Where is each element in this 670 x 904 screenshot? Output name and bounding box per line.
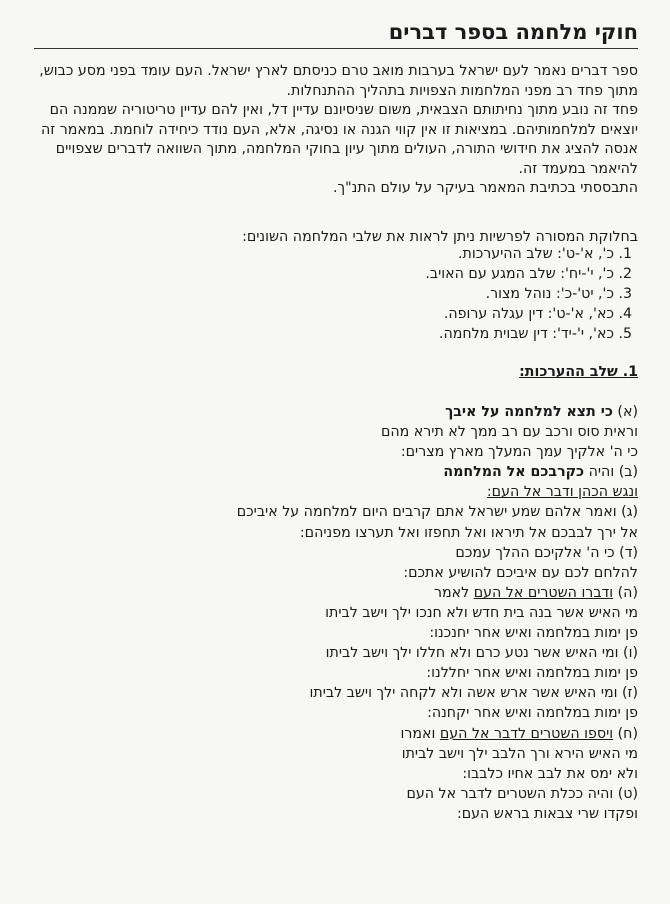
- intro-line: ספר דברים נאמר לעם ישראל בערבות מואב טרם כניסתם לארץ ישראל. העם עומד בפני מסע כבוש,: [39, 63, 638, 79]
- verse-line: כי ה' אלקיך עמך המעלך מארץ מצרים:: [400, 444, 638, 461]
- list-item: 5. כא', י'-יד': דין שבוית מלחמה.: [438, 326, 632, 342]
- verse-line: וראית סוס ורכב עם רב ממך לא תירא מהם: [380, 424, 638, 441]
- intro-line: להיאמר במעמד זה.: [518, 160, 638, 177]
- page-title: חוקי מלחמה בספר דברים: [388, 20, 638, 44]
- verse-line: (ו) ומי האיש אשר נטע כרם ולא חללו ילך וישב לביתו: [325, 645, 638, 662]
- verse-underlined-phrase: ויספו השטרים לדבר אל העם: [439, 725, 614, 742]
- verse-marker: (ה): [613, 584, 638, 601]
- list-item: 3. כ', יט'-כ': נוהל מצור.: [485, 286, 632, 302]
- intro-line: התבססתי בכתיבת המאמר בעיקר על עולם התנ"ך.: [333, 180, 638, 196]
- verse-text: והיה: [584, 464, 615, 481]
- verse-line: ונגש הכהן ודבר אל העם:: [486, 484, 638, 501]
- verse-underlined-phrase: ודברו השטרים אל העם: [473, 584, 614, 601]
- verse-line: מי האיש אשר בנה בית חדש ולא חנכו ילך וישב לביתו: [325, 604, 638, 621]
- verse-line: להלחם לכם עם איביכם להושיע אתכם:: [403, 564, 638, 581]
- verse-line: [237, 402, 638, 422]
- verse-line: [237, 583, 638, 603]
- verse-bold-phrase: כי תצא למלחמה על איבך: [445, 404, 613, 420]
- verse-text: ואמרו: [400, 725, 440, 742]
- verse-line: פן ימות במלחמה ואיש אחר יקחנה:: [427, 705, 638, 722]
- verse-marker: (ח): [613, 725, 638, 742]
- list-item: 2. כ', י'-יח': שלב המגע עם האויב.: [425, 266, 632, 282]
- stages-intro: בחלוקת המסורה לפרשיות ניתן לראות את שלבי המלחמה השונים:: [242, 229, 638, 245]
- verse-line: (ט) והיה ככלת השטרים לדבר אל העם: [406, 785, 638, 802]
- verse-line: (ז) ומי האיש אשר ארש אשה ולא לקחה ילך וישב לביתו: [309, 685, 638, 702]
- intro-line: פחד זה נובע מתוך נחיתותם הצבאית, משום שניסיונם עדיין דל, ואין להם עדיין טריטוריה שממנה הם: [49, 102, 638, 118]
- verse-marker: (ב): [614, 464, 638, 481]
- list-item: 4. כא', א'-ט': דין עגלה ערופה.: [443, 306, 632, 322]
- verse-line: ולא ימס את לבב אחיו כלבבו:: [462, 765, 638, 782]
- verse-line: [237, 462, 638, 482]
- intro-line: מתוך פחד רב מפני המלחמות הצפויות בתהליך ההתנחלות.: [286, 82, 638, 99]
- verse-text: לאמר: [433, 584, 474, 601]
- verse-line: ופקדו שרי צבאות בראש העם:: [456, 805, 638, 822]
- war-stages-list: [425, 244, 638, 344]
- intro-line: אנסה להציג את חידושי התורה, העולים מתוך עיון בחוקי המלחמה, מתוך השוואה לדברים שצפויים: [55, 141, 638, 157]
- verse-bold-phrase: כקרבכם אל המלחמה: [443, 464, 585, 481]
- verse-marker: (א): [612, 404, 638, 420]
- intro-text: [30, 62, 638, 199]
- verse-line: פן ימות במלחמה ואיש אחר יחללנו:: [426, 665, 638, 682]
- section-heading: 1. שלב ההערכות:: [519, 364, 638, 380]
- verse-block: [237, 402, 638, 824]
- verse-line: [237, 724, 638, 744]
- verse-line: (ג) ואמר אלהם שמע ישראל אתם קרבים היום למלחמה על איביכם: [236, 504, 638, 521]
- verse-line: מי האיש הירא ורך הלבב ילך וישב לביתו: [401, 745, 638, 762]
- list-item: 1. כ', א'-ט': שלב ההיערכות.: [458, 246, 632, 262]
- verse-line: (ד) כי ה' אלקיכם ההלך עמכם: [455, 544, 638, 561]
- title-divider: [34, 48, 638, 49]
- verse-line: אל ירך לבבכם אל תיראו ואל תחפזו ואל תערצו מפניהם:: [299, 524, 638, 541]
- verse-line: פן ימות במלחמה ואיש אחר יחנכנו:: [429, 625, 638, 642]
- intro-line: יוצאים למלחמותיהם. במציאות זו אין קווי הגנה או נסיגה, אלא, העם נודד כיחידה לוחמת. במאמר זה: [41, 121, 638, 138]
